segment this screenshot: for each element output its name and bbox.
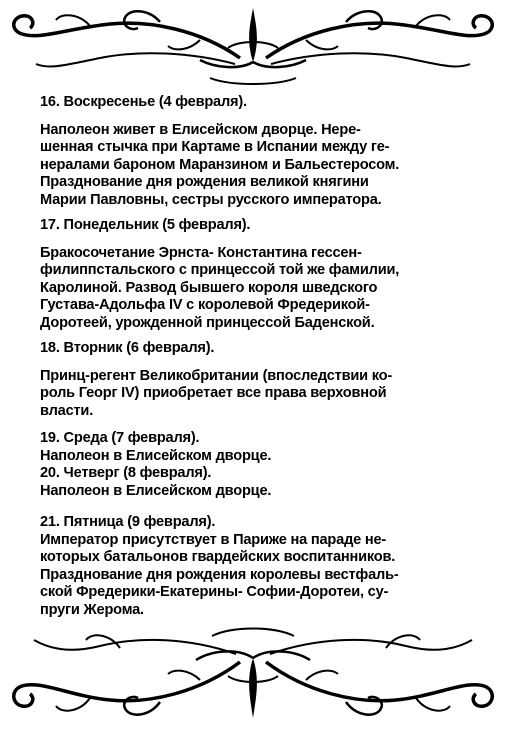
top-flourish-ornament-icon: [0, 0, 506, 92]
document-body: [40, 94, 492, 619]
bottom-flourish-ornament-icon: [0, 618, 506, 733]
entry-text: Наполеон живет в Елисейском дворце. Нере- шенная стычка при Картаме в Испании между ге- нералами бароном Маранзином и Бальестеросом. Празднование дня рождения великой княгини Марии Павловны, сестры русского императора.: [40, 121, 400, 208]
entry-text: Принц-регент Великобритании (впоследствии ко- роль Георг IV) приобретает все права верховной власти.: [40, 367, 393, 419]
entry-heading: 19. Среда (7 февраля).: [40, 430, 200, 446]
entry-text: Наполеон в Елисейском дворце.: [40, 447, 272, 464]
entry-heading: 16. Воскресенье (4 февраля).: [40, 94, 247, 110]
entry-text: Бракосочетание Эрнста- Константина гессен- филиппстальского с принцессой той же фамилии, Каролиной. Развод бывшего короля шведского Густава-Адольфа IV с королевой Фредерикой- Доротеей, урожденной принцессой Баденской.: [40, 244, 400, 331]
entry-heading: 17. Понедельник (5 февраля).: [40, 217, 251, 233]
entry-text: Император присутствует в Париже на параде не- которых батальонов гвардейских воспитанников. Празднование дня рождения королевы вестфаль- ской Фредерики-Екатерины- Софии-Доротеи, су- пруги Жерома.: [40, 531, 399, 618]
entry-heading: 18. Вторник (6 февраля).: [40, 340, 215, 356]
entry-heading: 21. Пятница (9 февраля).: [40, 514, 216, 530]
entry-text: Наполеон в Елисейском дворце.: [40, 482, 272, 499]
entry-heading: 20. Четверг (8 февраля).: [40, 465, 212, 481]
